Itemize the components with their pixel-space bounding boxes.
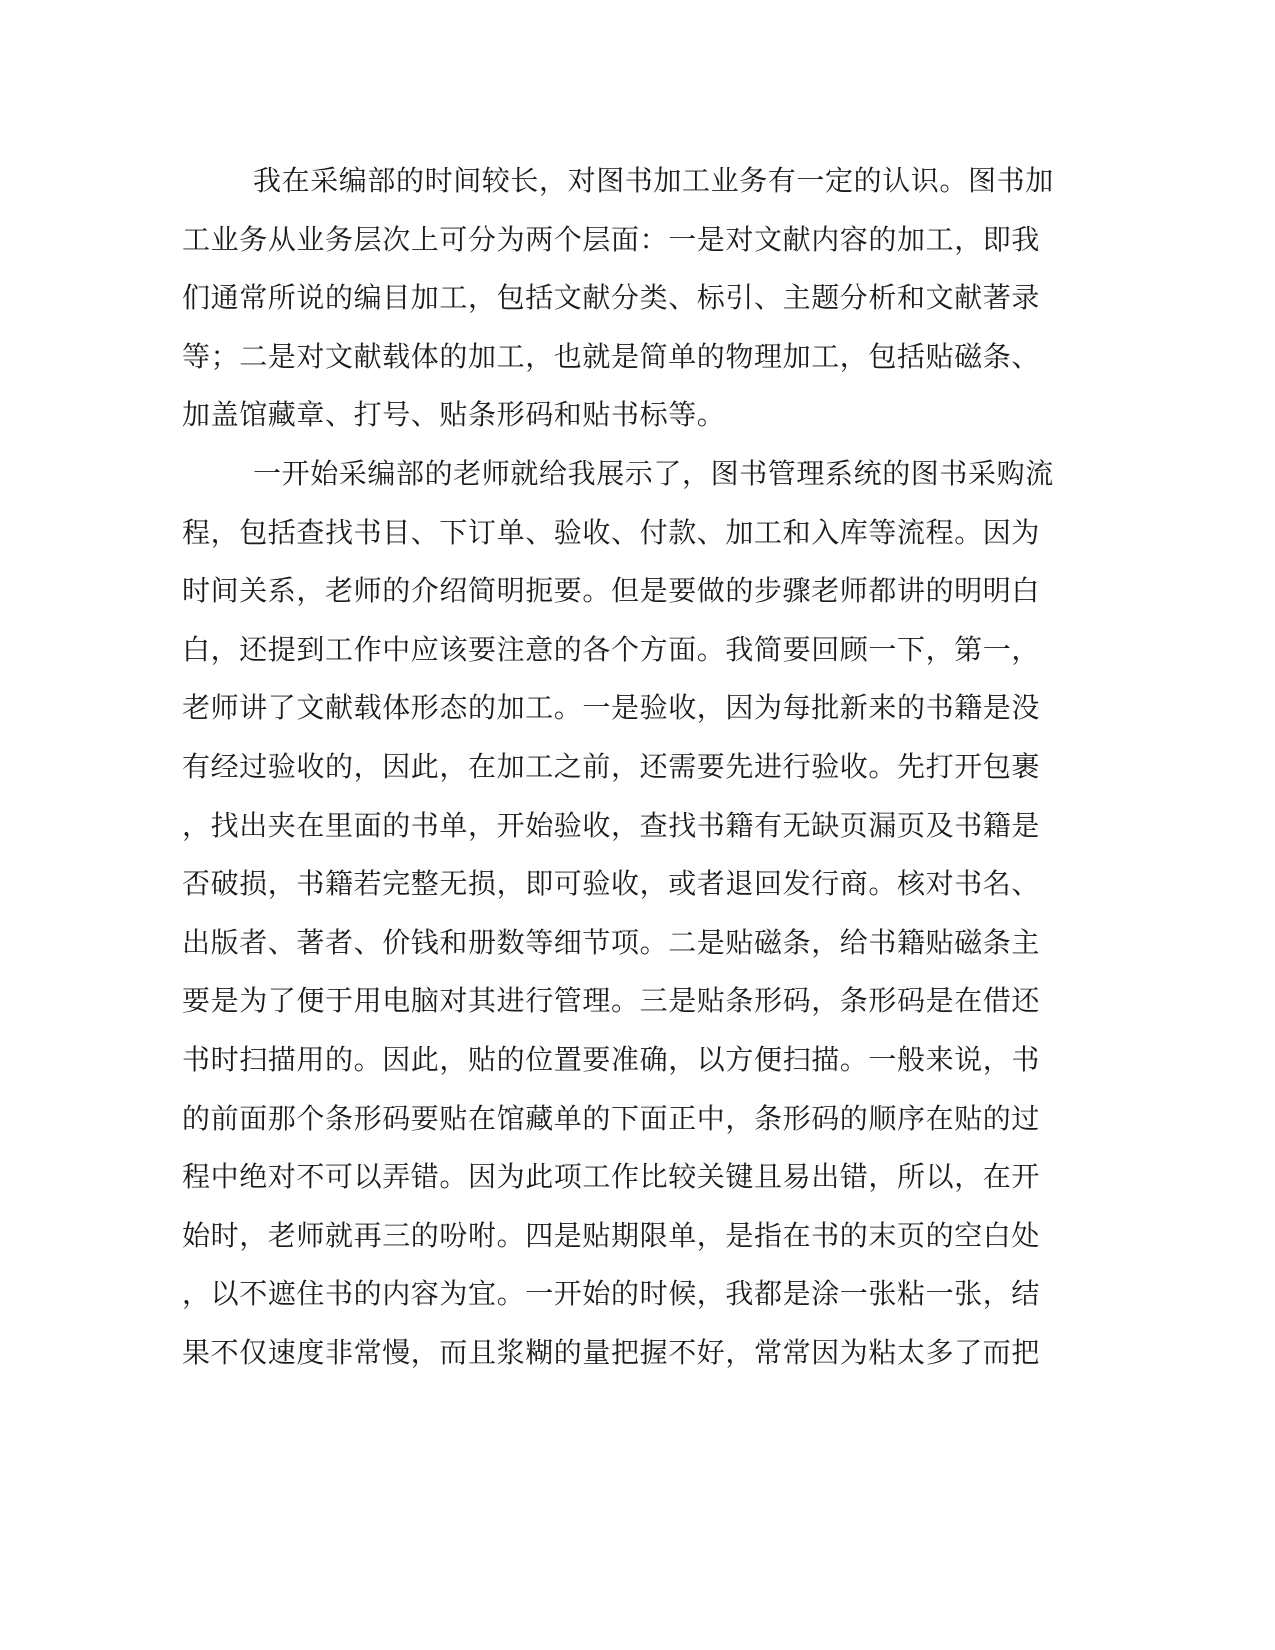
text-line: ，找出夹在里面的书单，开始验收，查找书籍有无缺页漏页及书籍是 <box>182 808 1041 842</box>
text-line: ，以不遮住书的内容为宜。一开始的时候，我都是涂一张粘一张，结 <box>182 1277 1041 1311</box>
text-line: 程中绝对不可以弄错。因为此项工作比较关键且易出错，所以，在开 <box>182 1160 1041 1194</box>
text-line: 们通常所说的编目加工，包括文献分类、标引、主题分析和文献著录 <box>182 281 1041 315</box>
text-line: 加盖馆藏章、打号、贴条形码和贴书标等。 <box>182 398 726 432</box>
text-line: 书时扫描用的。因此，贴的位置要准确，以方便扫描。一般来说，书 <box>182 1042 1041 1076</box>
text-line: 工业务从业务层次上可分为两个层面：一是对文献内容的加工，即我 <box>182 222 1041 256</box>
text-line: 我在采编部的时间较长，对图书加工业务有一定的认识。图书加 <box>253 164 1054 197</box>
text-line: 果不仅速度非常慢，而且浆糊的量把握不好，常常因为粘太多了而把 <box>182 1335 1041 1369</box>
text-line: 老师讲了文献载体形态的加工。一是验收，因为每批新来的书籍是没 <box>182 691 1041 725</box>
text-line: 有经过验收的，因此，在加工之前，还需要先进行验收。先打开包裹 <box>182 749 1041 783</box>
text-line: 等；二是对文献载体的加工，也就是简单的物理加工，包括贴磁条、 <box>182 339 1041 373</box>
text-line: 要是为了便于用电脑对其进行管理。三是贴条形码，条形码是在借还 <box>182 984 1041 1018</box>
text-line: 白，还提到工作中应该要注意的各个方面。我简要回顾一下，第一， <box>182 632 1041 666</box>
document-body <box>182 152 1054 1382</box>
text-line: 程，包括查找书目、下订单、验收、付款、加工和入库等流程。因为 <box>182 515 1041 549</box>
text-line: 的前面那个条形码要贴在馆藏单的下面正中，条形码的顺序在贴的过 <box>182 1101 1041 1135</box>
text-line: 一开始采编部的老师就给我展示了，图书管理系统的图书采购流 <box>253 456 1054 490</box>
text-line: 始时，老师就再三的吩咐。四是贴期限单，是指在书的末页的空白处 <box>182 1218 1041 1252</box>
text-line: 时间关系，老师的介绍简明扼要。但是要做的步骤老师都讲的明明白 <box>182 574 1041 608</box>
text-line: 否破损，书籍若完整无损，即可验收，或者退回发行商。核对书名、 <box>182 867 1041 901</box>
text-line: 出版者、著者、价钱和册数等细节项。二是贴磁条，给书籍贴磁条主 <box>182 925 1041 959</box>
